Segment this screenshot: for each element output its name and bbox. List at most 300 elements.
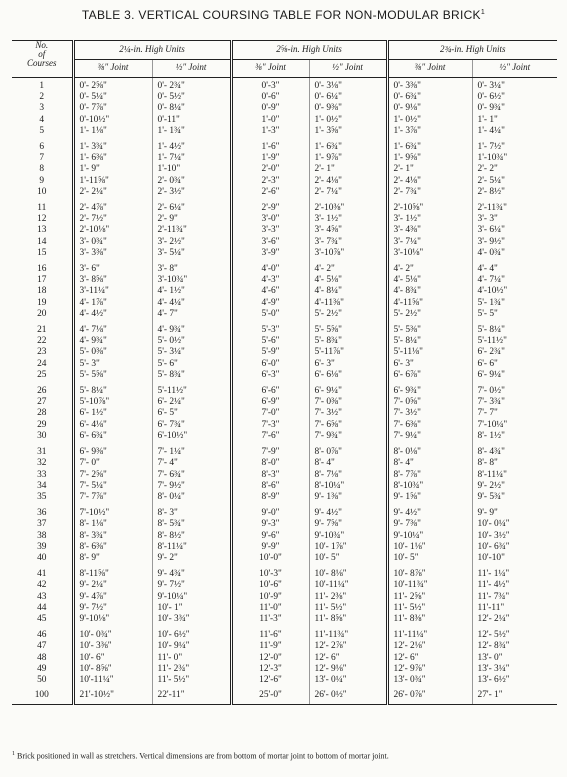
- table-row: [12, 153, 557, 164]
- height-cell: 2'-3": [231, 176, 309, 187]
- height-cell: 12'- 2⅞": [309, 641, 387, 652]
- height-cell: 8'-6": [231, 481, 309, 492]
- height-cell: 4'- 7": [152, 309, 231, 320]
- height-cell: 6'-3": [231, 370, 309, 381]
- height-cell: 6'- 3": [387, 359, 472, 370]
- course-count-cell: 42: [37, 580, 47, 591]
- table-row: [12, 481, 557, 492]
- table-row: [12, 553, 557, 564]
- table-row: [12, 458, 557, 469]
- height-cell: 11'-0": [231, 603, 309, 614]
- height-cell: 1'- 1⅛": [73, 126, 152, 137]
- height-cell: 6'- 6⅞": [387, 370, 472, 381]
- table-row: [12, 199, 557, 214]
- height-cell: 0'- 6½": [472, 92, 557, 103]
- table-row: [12, 664, 557, 675]
- height-cell: 0'-6": [231, 92, 309, 103]
- course-count-cell: 35: [37, 492, 47, 503]
- height-cell: 8'- 6⅜": [73, 542, 152, 553]
- height-cell: 7'- 0⅝": [387, 397, 472, 408]
- height-cell: 9'- 7½": [152, 580, 231, 591]
- table-row: [12, 614, 557, 625]
- table-row: [12, 103, 557, 114]
- height-cell: 8'- 8": [472, 458, 557, 469]
- height-cell: 6'- 6⅛": [309, 370, 387, 381]
- table-row: [12, 382, 557, 397]
- course-count-cell: 25: [37, 370, 47, 381]
- height-cell: 5'-0": [231, 309, 309, 320]
- course-count-cell: 48: [37, 652, 47, 663]
- height-cell: 6'- 9¼": [309, 382, 387, 397]
- height-cell: 25'-0": [231, 687, 309, 705]
- height-cell: 10'-0": [231, 553, 309, 564]
- course-count-cell: 2: [39, 91, 45, 102]
- course-count-cell: 15: [37, 248, 47, 259]
- height-cell: 7'- 7": [472, 408, 557, 419]
- height-cell: 2'-9": [231, 199, 309, 214]
- course-count-cell: 33: [37, 469, 47, 480]
- height-cell: 2'-0": [231, 164, 309, 175]
- height-cell: 1'- 3⅝": [309, 126, 387, 137]
- height-cell: 7'- 3½": [387, 408, 472, 419]
- table-row: [12, 359, 557, 370]
- course-count-cell: 43: [37, 591, 47, 602]
- height-cell: 11'- 7¾": [472, 592, 557, 603]
- height-cell: 3'- 7¼": [387, 237, 472, 248]
- height-cell: 6'- 6¾": [73, 431, 152, 442]
- height-cell: 5'- 8¼": [73, 382, 152, 397]
- course-count-cell: 44: [37, 602, 47, 613]
- height-cell: 10'-11¼": [73, 675, 152, 686]
- course-count-cell: 24: [37, 358, 47, 369]
- height-cell: 10'- 6¾": [472, 542, 557, 553]
- height-cell: 11'-11¼": [387, 626, 472, 641]
- height-cell: 1'-10": [152, 164, 231, 175]
- table-row: [12, 408, 557, 419]
- height-cell: 9'- 2": [152, 553, 231, 564]
- height-cell: 0'- 3⅜": [387, 77, 472, 92]
- height-cell: 9'- 7⅜": [387, 519, 472, 530]
- height-cell: 10'- 8⅞": [387, 565, 472, 580]
- course-count-cell: 28: [37, 408, 47, 419]
- height-cell: 4'-3": [231, 275, 309, 286]
- table-row: [12, 592, 557, 603]
- table-row: [12, 321, 557, 336]
- course-count-cell: 41: [37, 568, 47, 579]
- height-cell: 11'- 8⅝": [309, 614, 387, 625]
- height-cell: 8'-9": [231, 492, 309, 503]
- height-cell: 8'- 3¾": [73, 531, 152, 542]
- height-cell: 1'-10¾": [472, 153, 557, 164]
- height-cell: 3'-0": [231, 214, 309, 225]
- height-cell: 5'-11½": [472, 336, 557, 347]
- height-cell: 5'- 5⅜": [387, 321, 472, 336]
- height-cell: 6'- 9⅜": [73, 443, 152, 458]
- height-cell: 6'-9": [231, 397, 309, 408]
- height-cell: 3'- 5¼": [152, 248, 231, 259]
- table-row: [12, 420, 557, 431]
- height-cell: 1'- 4½": [152, 138, 231, 153]
- height-cell: 8'- 4": [309, 458, 387, 469]
- height-cell: 7'- 3½": [309, 408, 387, 419]
- height-cell: 2'- 4⅞": [73, 199, 152, 214]
- height-cell: 10'- 9¼": [152, 641, 231, 652]
- joint-header: ½" Joint: [152, 59, 231, 77]
- height-cell: 7'- 6⅝": [309, 420, 387, 431]
- table-row: [12, 275, 557, 286]
- height-cell: 11'- 0": [152, 653, 231, 664]
- height-cell: 12'- 8¾": [472, 641, 557, 652]
- course-count-cell: 47: [37, 641, 47, 652]
- height-cell: 7'- 4": [152, 458, 231, 469]
- height-cell: 0'- 2¾": [152, 77, 231, 92]
- height-cell: 7'-10¼": [472, 420, 557, 431]
- height-cell: 8'- 3": [152, 504, 231, 519]
- table-row: [12, 347, 557, 358]
- height-cell: 0'- 3¼": [472, 77, 557, 92]
- height-cell: 6'-6": [231, 382, 309, 397]
- height-cell: 9'-9": [231, 542, 309, 553]
- height-cell: 3'-9": [231, 248, 309, 259]
- height-cell: 9'-10¼": [387, 531, 472, 542]
- height-cell: 1'-0": [231, 115, 309, 126]
- height-cell: 9'- 4⅞": [73, 592, 152, 603]
- height-cell: 10'-9": [231, 592, 309, 603]
- height-cell: 5'- 5⅝": [73, 370, 152, 381]
- height-cell: 5'- 8¾": [152, 370, 231, 381]
- height-cell: 2'-10⅝": [387, 199, 472, 214]
- height-cell: 9'- 2¼": [73, 580, 152, 591]
- height-cell: 7'- 6⅜": [387, 420, 472, 431]
- height-cell: 5'- 0⅜": [73, 347, 152, 358]
- course-count-cell: 13: [37, 225, 47, 236]
- table-row: [12, 138, 557, 153]
- course-count-cell: 27: [37, 397, 47, 408]
- courses-label-2: of: [38, 49, 46, 59]
- height-cell: 1'- 9": [73, 164, 152, 175]
- height-cell: 9'- 4¾": [152, 565, 231, 580]
- height-cell: 8'- 9": [73, 553, 152, 564]
- height-cell: 2'-10⅜": [309, 199, 387, 214]
- footnote: [12, 749, 557, 762]
- height-cell: 10'- 6": [73, 653, 152, 664]
- height-cell: 7'- 9¾": [309, 431, 387, 442]
- height-cell: 10'- 1⅛": [387, 542, 472, 553]
- joint-header: ½" Joint: [472, 59, 557, 77]
- height-cell: 5'-6": [231, 336, 309, 347]
- course-count-cell: 45: [37, 614, 47, 625]
- height-cell: 6'- 5": [152, 408, 231, 419]
- course-count-cell: 5: [39, 126, 45, 137]
- height-cell: 11'- 2⅝": [387, 592, 472, 603]
- height-cell: 11'-11¾": [309, 626, 387, 641]
- height-cell: 7'- 2⅝": [73, 470, 152, 481]
- height-cell: 0'- 5¼": [73, 92, 152, 103]
- height-cell: 6'-0": [231, 359, 309, 370]
- height-cell: 12'- 9⅛": [309, 664, 387, 675]
- height-cell: 0'- 8¼": [152, 103, 231, 114]
- height-cell: 1'- 0½": [309, 115, 387, 126]
- table-row: [12, 164, 557, 175]
- table-row: [12, 225, 557, 236]
- height-cell: 13'- 6½": [472, 675, 557, 686]
- height-cell: 12'- 5½": [472, 626, 557, 641]
- height-cell: 2'- 8½": [472, 187, 557, 198]
- height-cell: 9'-10⅛": [73, 614, 152, 625]
- height-cell: 12'-0": [231, 653, 309, 664]
- height-cell: 4'- 8¾": [387, 286, 472, 297]
- height-cell: 7'- 9¼": [387, 431, 472, 442]
- height-cell: 3'- 8": [152, 260, 231, 275]
- height-cell: 8'- 7⅛": [309, 470, 387, 481]
- height-cell: 5'- 0½": [152, 336, 231, 347]
- height-cell: 5'-10⅞": [73, 397, 152, 408]
- course-count-cell: 37: [37, 519, 47, 530]
- height-cell: 3'- 1½": [387, 214, 472, 225]
- table-row: [12, 214, 557, 225]
- course-count-cell: 30: [37, 431, 47, 442]
- course-count-cell: 19: [37, 297, 47, 308]
- height-cell: 4'- 0¾": [472, 248, 557, 259]
- height-cell: 4'- 7¼": [472, 275, 557, 286]
- height-cell: 2'- 2¼": [73, 187, 152, 198]
- table-row: [12, 187, 557, 198]
- height-cell: 7'- 9½": [152, 481, 231, 492]
- height-cell: 10'- 5": [387, 553, 472, 564]
- height-cell: 4'-0": [231, 260, 309, 275]
- height-cell: 2'- 4⅛": [309, 176, 387, 187]
- height-cell: 7'- 1¼": [152, 443, 231, 458]
- height-cell: 3'-6": [231, 237, 309, 248]
- height-cell: 11'-11": [472, 603, 557, 614]
- course-count-cell: 31: [37, 446, 47, 457]
- course-count-cell: 100: [12, 687, 73, 705]
- height-cell: 13'- 0": [472, 653, 557, 664]
- course-count-cell: 9: [39, 175, 45, 186]
- height-cell: 1'- 1": [472, 115, 557, 126]
- course-count-cell: 46: [37, 629, 47, 640]
- height-cell: 10'- 1": [152, 603, 231, 614]
- height-cell: 4'- 2": [309, 260, 387, 275]
- height-cell: 10'- 6½": [152, 626, 231, 641]
- height-cell: 6'- 9¼": [472, 370, 557, 381]
- height-cell: 4'-10½": [472, 286, 557, 297]
- height-cell: 2'-6": [231, 187, 309, 198]
- height-cell: 7'- 5¼": [73, 481, 152, 492]
- height-cell: 9'-10¾": [309, 531, 387, 542]
- height-cell: 0'-9": [231, 103, 309, 114]
- height-cell: 0'- 3⅛": [309, 77, 387, 92]
- height-cell: 8'-10¼": [309, 481, 387, 492]
- height-cell: 10'- 3¾": [152, 614, 231, 625]
- group-header-2-625: 2⅝-in. High Units: [231, 41, 387, 60]
- table-row: [12, 492, 557, 503]
- height-cell: 10'- 3½": [472, 531, 557, 542]
- height-cell: 1'-9": [231, 153, 309, 164]
- table-row: [12, 565, 557, 580]
- height-cell: 0'- 6¾": [387, 92, 472, 103]
- table-row: [12, 580, 557, 591]
- height-cell: 0'- 6¼": [309, 92, 387, 103]
- height-cell: 4'- 4¼": [152, 298, 231, 309]
- course-count-cell: 12: [37, 213, 47, 224]
- height-cell: 9'- 7½": [73, 603, 152, 614]
- height-cell: 6'- 2¼": [152, 397, 231, 408]
- height-cell: 4'- 1⅞": [73, 298, 152, 309]
- table-row: [12, 519, 557, 530]
- height-cell: 8'- 0⅞": [309, 443, 387, 458]
- height-cell: 3'-3": [231, 225, 309, 236]
- height-cell: 8'- 4¾": [472, 443, 557, 458]
- height-cell: 4'- 7⅛": [73, 321, 152, 336]
- height-cell: 5'-11⅞": [309, 347, 387, 358]
- table-row: [12, 286, 557, 297]
- height-cell: 9'- 9": [472, 504, 557, 519]
- height-cell: 6'- 6": [472, 359, 557, 370]
- height-cell: 1'- 4¼": [472, 126, 557, 137]
- joint-header: ⅜" Joint: [73, 59, 152, 77]
- height-cell: 3'- 4⅝": [309, 225, 387, 236]
- height-cell: 1'- 3⅞": [387, 126, 472, 137]
- course-count-cell: 49: [37, 664, 47, 674]
- height-cell: 0'-3": [231, 77, 309, 92]
- height-cell: 6'- 3": [309, 359, 387, 370]
- course-count-cell: 8: [39, 164, 45, 175]
- height-cell: 3'- 1½": [309, 214, 387, 225]
- height-cell: 12'- 9⅞": [387, 664, 472, 675]
- height-cell: 1'- 0½": [387, 115, 472, 126]
- table-row: [12, 77, 557, 92]
- height-cell: 11'- 2¾": [152, 664, 231, 675]
- height-cell: 5'-9": [231, 347, 309, 358]
- height-cell: 12'- 2⅛": [387, 641, 472, 652]
- height-cell: 1'- 9⅝": [387, 153, 472, 164]
- course-count-cell: 29: [37, 419, 47, 430]
- height-cell: 11'- 8⅜": [387, 614, 472, 625]
- height-cell: 2'- 5¼": [472, 176, 557, 187]
- height-cell: 5'- 8¼": [472, 321, 557, 336]
- course-count-cell: 6: [39, 141, 45, 152]
- footnote-text: Brick positioned in wall as stretchers. Vertical dimensions are from bottom of mortar joint to bottom of mortar joint.: [17, 751, 389, 761]
- height-cell: 4'- 9¾": [73, 336, 152, 347]
- height-cell: 0'- 5½": [152, 92, 231, 103]
- height-cell: 2'-11¾": [152, 225, 231, 236]
- height-cell: 5'- 6": [152, 359, 231, 370]
- height-cell: 0'- 9⅛": [387, 103, 472, 114]
- height-cell: 0'- 2⅝": [73, 77, 152, 92]
- table-header: [12, 41, 557, 78]
- height-cell: 9'- 1⅝": [387, 492, 472, 503]
- height-cell: 5'- 1¾": [472, 298, 557, 309]
- height-cell: 12'- 2¼": [472, 614, 557, 625]
- height-cell: 10'-11¾": [387, 580, 472, 591]
- course-count-cell: 39: [37, 541, 47, 552]
- course-count-cell: 14: [37, 236, 47, 247]
- height-cell: 4'- 5⅛": [387, 275, 472, 286]
- height-cell: 11'- 2⅜": [309, 592, 387, 603]
- height-cell: 8'-0": [231, 458, 309, 469]
- height-cell: 11'-3": [231, 614, 309, 625]
- height-cell: 7'-0": [231, 408, 309, 419]
- table-row: [12, 626, 557, 641]
- title-footnote-mark: 1: [480, 9, 486, 16]
- courses-label-3: Courses: [12, 59, 73, 77]
- height-cell: 1'-11⅝": [73, 176, 152, 187]
- course-count-cell: 20: [37, 309, 47, 320]
- height-cell: 5'-11⅛": [387, 347, 472, 358]
- height-cell: 0'- 9¾": [472, 103, 557, 114]
- height-cell: 6'- 7¾": [152, 420, 231, 431]
- table-row: [12, 126, 557, 137]
- height-cell: 3'- 9½": [472, 237, 557, 248]
- course-count-cell: 10: [37, 187, 47, 198]
- height-cell: 11'- 1¼": [472, 565, 557, 580]
- table-row: [12, 176, 557, 187]
- course-count-cell: 22: [37, 336, 47, 347]
- height-cell: 9'- 7⅝": [309, 519, 387, 530]
- height-cell: 5'-11½": [152, 382, 231, 397]
- height-cell: 10'- 0¾": [73, 626, 152, 641]
- course-count-cell: 16: [37, 263, 47, 274]
- table-row: [12, 237, 557, 248]
- height-cell: 1'-6": [231, 138, 309, 153]
- height-cell: 7'-6": [231, 431, 309, 442]
- height-cell: 10'- 8⅛": [309, 565, 387, 580]
- height-cell: 1'- 7½": [472, 138, 557, 153]
- course-count-cell: 17: [37, 275, 47, 285]
- height-cell: 5'- 2½": [387, 309, 472, 320]
- group-header-2-25: 2¼-in. High Units: [73, 41, 231, 60]
- course-count-cell: 11: [37, 202, 47, 213]
- height-cell: 7'- 0½": [472, 382, 557, 397]
- table-row: [12, 603, 557, 614]
- height-cell: 2'- 1": [387, 164, 472, 175]
- table-row: [12, 248, 557, 259]
- height-cell: 9'- 2½": [472, 481, 557, 492]
- height-cell: 3'-11¼": [73, 286, 152, 297]
- height-cell: 11'-9": [231, 641, 309, 652]
- height-cell: 4'-9": [231, 298, 309, 309]
- table-row: [12, 309, 557, 320]
- height-cell: 2'- 9": [152, 214, 231, 225]
- height-cell: 3'- 3⅜": [73, 248, 152, 259]
- height-cell: 1'- 6⅜": [73, 153, 152, 164]
- height-cell: 5'- 5⅝": [309, 321, 387, 336]
- height-cell: 3'- 2½": [152, 237, 231, 248]
- height-cell: 10'-10": [472, 553, 557, 564]
- height-cell: 8'- 0⅛": [387, 443, 472, 458]
- height-cell: 1'- 7¼": [152, 153, 231, 164]
- height-cell: 22'-11": [152, 687, 231, 705]
- table-body: [12, 77, 557, 705]
- height-cell: 6'- 1½": [73, 408, 152, 419]
- height-cell: 9'- 4½": [309, 504, 387, 519]
- courses-header: [12, 41, 73, 60]
- joint-header: ⅜" Joint: [387, 59, 472, 77]
- table-row: [12, 92, 557, 103]
- height-cell: 5'- 3¼": [152, 347, 231, 358]
- height-cell: 11'- 5½": [387, 603, 472, 614]
- table-row: [12, 470, 557, 481]
- height-cell: 9'-0": [231, 504, 309, 519]
- height-cell: 0'-10½": [73, 115, 152, 126]
- height-cell: 13'- 3¼": [472, 664, 557, 675]
- height-cell: 8'- 1⅛": [73, 519, 152, 530]
- height-cell: 2'- 7¾": [387, 187, 472, 198]
- height-cell: 12'-6": [231, 675, 309, 686]
- height-cell: 8'- 0¼": [152, 492, 231, 503]
- height-cell: 2'- 4⅛": [387, 176, 472, 187]
